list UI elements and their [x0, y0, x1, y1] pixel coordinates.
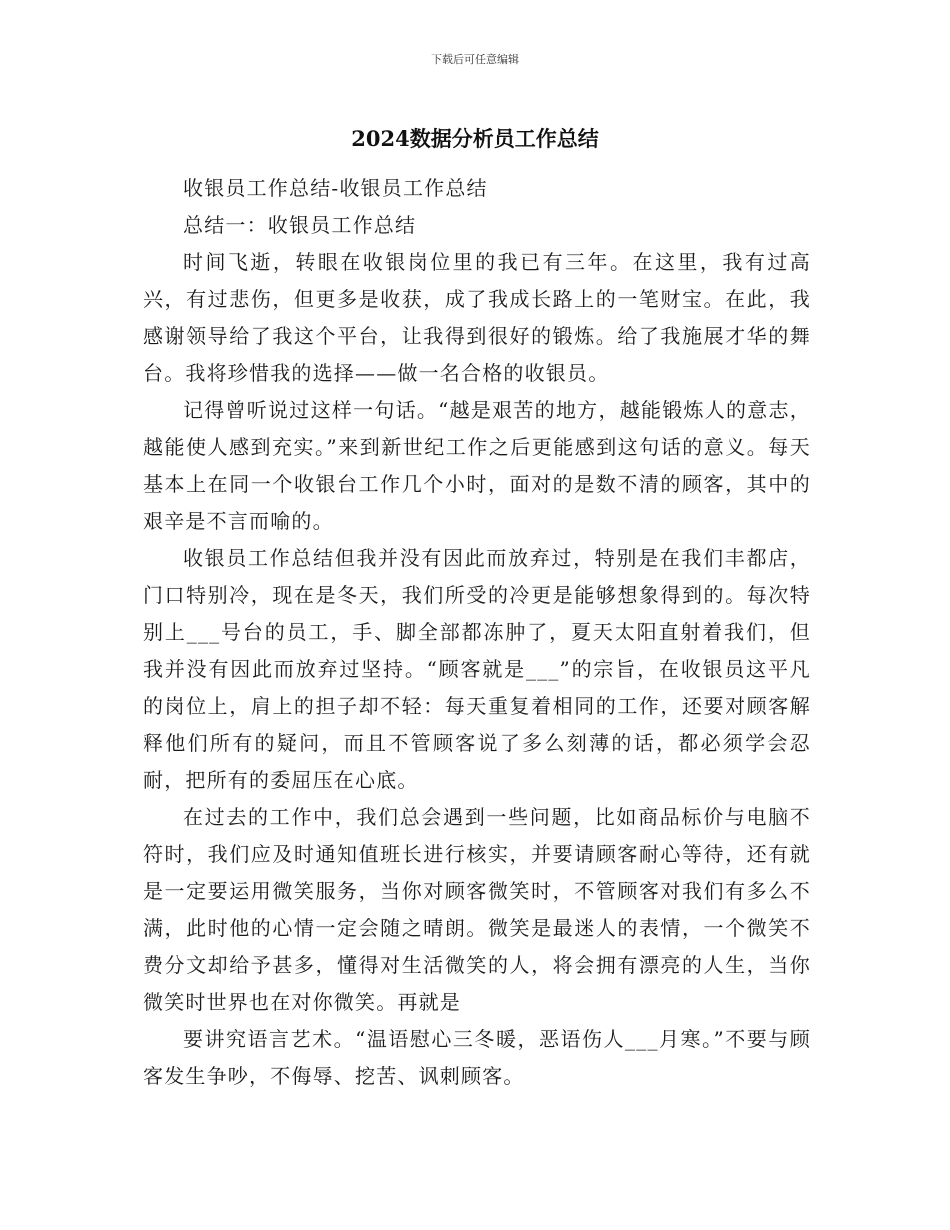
body-paragraph: 总结一：收银员工作总结	[183, 213, 417, 237]
body-paragraph: 收银员工作总结-收银员工作总结	[183, 176, 488, 200]
page-header-note: 下载后可任意编辑	[431, 53, 519, 66]
body-paragraph: 记得曾听说过这样一句话。“越是艰苦的地方，越能锻炼人的意志，越能使人感到充实。”来到新世纪工作之后更能感到这句话的意义。每天基本上在同一个收银台工作几个小时，面对的是数不清的顾客，其中的艰辛是不言而喻的。	[143, 398, 811, 533]
document-body	[143, 170, 811, 1095]
body-paragraph: 收银员工作总结但我并没有因此而放弃过，特别是在我们丰都店，门口特别冷，现在是冬天，我们所受的冷更是能够想象得到的。每次特别上___号台的员工，手、脚全部都冻肿了，夏天太阳直射着我们，但我并没有因此而放弃过坚持。“顾客就是___”的宗旨，在收银员这平凡的岗位上，肩上的担子却不轻：每天重复着相同的工作，还要对顾客解释他们所有的疑问，而且不管顾客说了多么刻薄的话，都必须学会忍耐，把所有的委屈压在心底。	[143, 546, 811, 792]
document-title: 2024数据分析员工作总结	[351, 126, 599, 151]
body-paragraph: 在过去的工作中，我们总会遇到一些问题，比如商品标价与电脑不符时，我们应及时通知值班长进行核实，并要请顾客耐心等待，还有就是一定要运用微笑服务，当你对顾客微笑时，不管顾客对我们有多么不满，此时他的心情一定会随之晴朗。微笑是最迷人的表情，一个微笑不费分文却给予甚多，懂得对生活微笑的人，将会拥有漂亮的人生，当你微笑时世界也在对你微笑。再就是	[143, 805, 811, 1014]
body-paragraph: 要讲究语言艺术。“温语慰心三冬暖，恶语伤人___月寒。”不要与顾客发生争吵，不侮辱、挖苦、讽刺顾客。	[143, 1027, 811, 1088]
body-paragraph: 时间飞逝，转眼在收银岗位里的我已有三年。在这里，我有过高兴，有过悲伤，但更多是收获，成了我成长路上的一笔财宝。在此，我感谢领导给了我这个平台，让我得到很好的锻炼。给了我施展才华的舞台。我将珍惜我的选择——做一名合格的收银员。	[143, 250, 811, 385]
